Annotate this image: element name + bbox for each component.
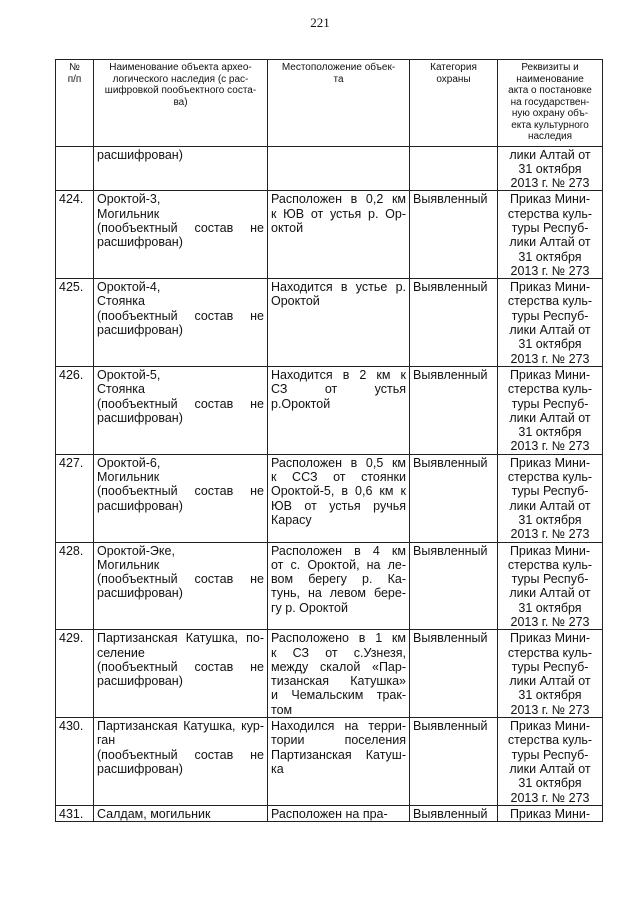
object-location-line: Расположен в 0,5 км [271,455,406,470]
column-header-cat [410,60,498,147]
act-requisites-line: лики Алтай от [509,586,591,601]
act-requisites-line: лики Алтай от [509,761,591,776]
act-requisites-line: 31 октября [518,249,582,264]
column-header-req [498,60,603,147]
object-name-line: (пообъектный состав не [97,484,264,499]
object-name-line: Стоянка [97,382,145,397]
act-requisites-line: 2013 г. № 273 [510,790,590,805]
object-name [94,454,268,542]
object-location [268,805,410,821]
act-requisites-line: Приказ Мини- [509,719,591,734]
object-name-line: (пообъектный состав не [97,308,264,323]
protection-category: Выявленный [410,542,498,630]
object-location-line: тории поселения [271,733,406,748]
object-name-line: расшифрован) [97,761,183,776]
act-requisites-line: стерства куль- [507,645,593,660]
object-location-line: Находится в 2 км к [271,367,406,382]
table-row [56,542,603,630]
act-requisites-line: туры Респуб- [511,220,589,235]
act-requisites-line: 31 октября [518,600,582,615]
column-header-line: Реквизиты и [521,62,579,73]
act-requisites-line: стерства куль- [507,733,593,748]
column-header-num [56,60,94,147]
act-requisites-line: Приказ Мини- [509,631,591,646]
table-row [56,146,603,191]
object-name [94,805,268,821]
protection-category: Выявленный [410,279,498,367]
object-location [268,366,410,454]
object-location [268,191,410,279]
column-header-line: наследия [527,131,573,142]
object-name-line: (пообъектный состав не [97,220,264,235]
object-location-line: и Чемальским трак- [271,688,406,703]
object-location-line: Находился на терри- [271,719,406,734]
protection-category: Выявленный [410,805,498,821]
object-location-line: октой [271,220,304,235]
act-requisites [498,718,603,806]
object-name-line: Ороктой-Эке, [97,543,175,558]
object-location-line: Расположен на пра- [271,806,388,821]
row-number: 431. [56,805,94,821]
act-requisites-line: стерства куль- [507,557,593,572]
act-requisites-line: Приказ Мини- [509,280,591,295]
object-name-line: (пообъектный состав не [97,659,264,674]
object-location-line: тунь, на левом бере- [271,586,406,601]
table-row [56,805,603,821]
protection-category: Выявленный [410,454,498,542]
column-header-line: акта о постановке [508,85,592,96]
object-name [94,718,268,806]
act-requisites-line: Приказ Мини- [509,192,591,207]
object-location [268,454,410,542]
protection-category: Выявленный [410,366,498,454]
object-location-line: р.Ороктой [271,396,331,411]
act-requisites-line: стерства куль- [507,382,593,397]
object-location-line: гу р. Ороктой [271,600,348,615]
object-name-line: селение [97,645,145,660]
column-header-line: та [333,73,344,85]
act-requisites-line: 31 октября [518,425,582,440]
table-body [56,146,603,822]
column-header-line: Категория [430,62,477,73]
act-requisites-line: Приказ Мини- [509,455,591,470]
object-name-line: расшифрован) [97,586,183,601]
object-location-line: от с. Ороктой, на ле- [271,557,406,572]
object-location-line: между скалой «Пар- [271,659,406,674]
column-header-line: шифровкой пообъектного соста- [104,85,257,96]
object-name-line: расшифрован) [97,410,183,425]
act-requisites-line: лики Алтай от [509,235,591,250]
act-requisites-line: туры Респуб- [511,308,589,323]
object-location-line: к ССЗ от стоянки [271,470,406,485]
act-requisites-line: Приказ Мини- [509,367,591,382]
act-requisites-line: лики Алтай от [509,498,591,513]
act-requisites-line: туры Респуб- [511,659,589,674]
act-requisites [498,542,603,630]
column-header-line: охраны [436,73,471,85]
act-requisites-line: лики Алтай от [509,323,591,338]
object-name-line: расшифрован) [97,498,183,513]
page-number: 221 [310,15,330,30]
object-location-line: к ЮВ от устья р. Ор- [271,206,406,221]
object-name-line: Ороктой-4, [97,280,161,295]
act-requisites-line: 2013 г. № 273 [510,615,590,629]
column-header-line: на государствен- [510,96,590,108]
act-requisites-line: лики Алтай от [509,410,591,425]
object-name-line: Салдам, могильник [97,806,211,821]
act-requisites [498,630,603,718]
act-requisites-line: туры Респуб- [511,572,589,587]
object-name-line: расшифрован) [97,147,183,162]
object-location [268,146,410,191]
row-number: 424. [56,191,94,279]
act-requisites-line: 2013 г. № 273 [510,439,590,454]
row-number [56,146,94,191]
object-name-line: Ороктой-3, [97,192,161,207]
act-requisites-line: туры Респуб- [511,484,589,499]
column-header-line: Наименование объекта архео- [109,62,252,73]
object-name-line: расшифрован) [97,323,183,338]
table-row [56,366,603,454]
act-requisites-line: 2013 г. № 273 [510,176,590,191]
act-requisites [498,279,603,367]
act-requisites-line: 2013 г. № 273 [510,351,590,366]
act-requisites-line: Приказ Мини- [509,543,591,558]
column-header-line: п/п [67,73,82,85]
act-requisites-line: 2013 г. № 273 [510,263,590,278]
act-requisites [498,805,603,821]
column-header-line: № [69,62,80,73]
column-header-line: екта культурного [511,119,589,131]
object-location-line: Находится в устье р. [271,280,406,295]
act-requisites-line: 31 октября [518,512,582,527]
object-name-line: Партизанская Катушка, кур- [97,719,264,734]
object-name [94,630,268,718]
act-requisites-line: 31 октября [518,776,582,791]
object-location-line: Расположен в 0,2 км [271,192,406,207]
object-name [94,146,268,191]
act-requisites-line: лики Алтай от [509,674,591,689]
object-name-line: (пообъектный состав не [97,396,264,411]
table-row [56,718,603,806]
row-number: 426. [56,366,94,454]
object-location [268,279,410,367]
object-name-line: Могильник [97,470,160,485]
object-location [268,542,410,630]
act-requisites-line: 2013 г. № 273 [510,527,590,542]
object-name-line: Ороктой-6, [97,455,161,470]
object-name-line: ган [97,733,116,748]
column-header-line: логического наследия (с рас- [112,73,249,85]
protection-category: Выявленный [410,630,498,718]
object-location-line: том [271,702,293,717]
object-name-line: расшифрован) [97,235,183,250]
row-number: 429. [56,630,94,718]
object-location [268,718,410,806]
act-requisites-line: стерства куль- [507,294,593,309]
object-location-line: вом берегу р. Ка- [271,572,406,587]
object-name-line: Ороктой-5, [97,367,161,382]
object-location-line: СЗ от устья [271,382,406,397]
object-name-line: (пообъектный состав не [97,572,264,587]
object-name-line: Партизанская Катушка, по- [97,631,264,646]
column-header-name [94,60,268,147]
object-name [94,191,268,279]
act-requisites-line: лики Алтай от [509,147,591,162]
object-name-line: Могильник [97,557,160,572]
object-location-line: тизанская Катушка» [271,674,406,689]
object-location [268,630,410,718]
row-number: 428. [56,542,94,630]
act-requisites [498,191,603,279]
object-name-line: (пообъектный состав не [97,747,264,762]
act-requisites-line: стерства куль- [507,470,593,485]
column-header-line: ную охрану объ- [511,108,589,119]
act-requisites-line: стерства куль- [507,206,593,221]
object-location-line: Партизанская Катуш- [271,747,406,762]
object-name-line: расшифрован) [97,674,183,689]
act-requisites-line: 2013 г. № 273 [510,702,590,717]
row-number: 425. [56,279,94,367]
protection-category [410,146,498,191]
act-requisites [498,366,603,454]
act-requisites-line: Приказ Мини- [509,806,591,821]
column-header-line: наименование [516,73,584,85]
object-location-line: Ороктой-5, в 0,6 км к [271,484,406,499]
act-requisites [498,454,603,542]
act-requisites-line: 31 октября [518,688,582,703]
object-name [94,366,268,454]
object-location-line: Расположен в 4 км [271,543,406,558]
act-requisites-line: 31 октября [518,161,582,176]
row-number: 427. [56,454,94,542]
column-header-line: Местоположение объек- [281,62,396,73]
column-header-loc [268,60,410,147]
table-row [56,630,603,718]
registry-table [55,59,603,822]
act-requisites-line: туры Респуб- [511,396,589,411]
object-name [94,542,268,630]
object-location-line: к СЗ от с.Узнезя, [271,645,406,660]
protection-category: Выявленный [410,191,498,279]
object-location-line: Ороктой [271,294,320,309]
object-location-line: Расположено в 1 км [271,631,406,646]
object-name [94,279,268,367]
act-requisites-line: 31 октября [518,337,582,352]
table-header-row [56,60,603,147]
table-row [56,191,603,279]
object-location-line: Карасу [271,512,312,527]
protection-category: Выявленный [410,718,498,806]
object-location-line: ка [271,761,284,776]
row-number: 430. [56,718,94,806]
table-row [56,454,603,542]
object-location-line: ЮВ от устья ручья [271,498,406,513]
table-row [56,279,603,367]
column-header-line: ва) [173,96,188,108]
object-name-line: Могильник [97,206,160,221]
object-name-line: Стоянка [97,294,145,309]
act-requisites-line: туры Респуб- [511,747,589,762]
act-requisites [498,146,603,191]
